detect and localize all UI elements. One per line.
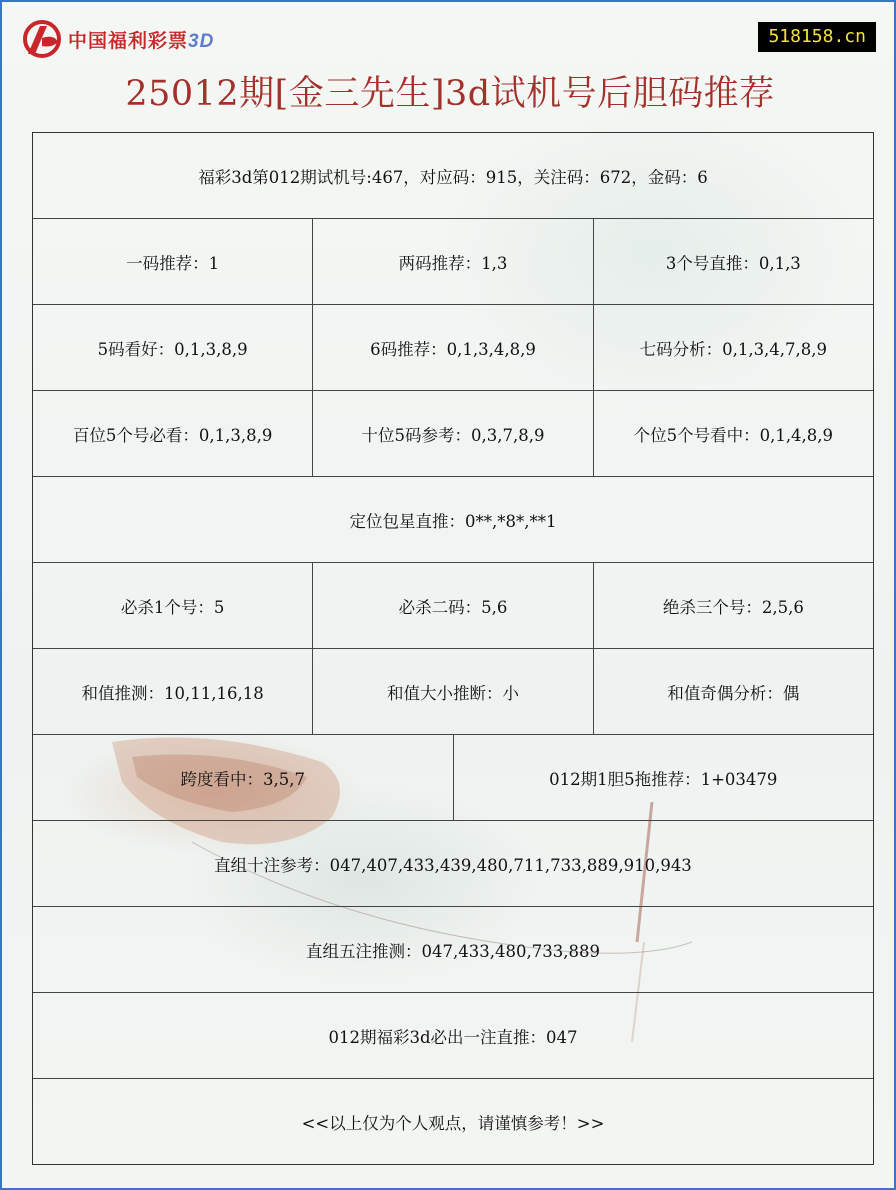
table-row [33, 821, 873, 907]
table-row [33, 563, 873, 649]
welfare-lottery-logo-icon [20, 20, 64, 58]
table-cell: 定位包星直推：0**,*8*,**1 [349, 511, 557, 531]
table-cell: 3个号直推：0,1,3 [665, 253, 801, 273]
table-row [33, 477, 873, 563]
table-cell: 012期1胆5拖推荐：1+03479 [549, 769, 778, 789]
table-cell: 两码推荐：1,3 [313, 219, 593, 304]
table-cell: 直组十注参考：047,407,433,439,480,711,733,889,910,943 [214, 855, 692, 875]
table-cell: 十位5码参考：0,3,7,8,9 [313, 391, 593, 476]
site-badge[interactable]: 518158.cn [758, 22, 876, 52]
table-cell: 绝杀三个号：2,5,6 [662, 597, 804, 617]
prediction-table [32, 132, 874, 1165]
table-cell: 和值大小推断：小 [313, 649, 593, 734]
table-cell: <<以上仅为个人观点，请谨慎参考！>> [301, 1113, 605, 1133]
logo-text: 中国福利彩票3D [68, 30, 215, 52]
table-cell: 5码看好：0,1,3,8,9 [33, 305, 313, 390]
table-cell: 012期福彩3d必出一注直推：047 [328, 1027, 578, 1047]
page-title: 25012期[金三先生]3d试机号后胆码推荐 [125, 74, 775, 114]
table-row [33, 219, 873, 305]
table-cell: 跨度看中：3,5,7 [33, 735, 454, 820]
table-cell: 和值奇偶分析：偶 [667, 683, 800, 703]
table-row [33, 305, 873, 391]
table-cell: 一码推荐：1 [33, 219, 313, 304]
table-row [33, 735, 873, 821]
table-row [33, 907, 873, 993]
table-cell: 个位5个号看中：0,1,4,8,9 [633, 425, 834, 445]
table-row [33, 1079, 873, 1164]
table-cell: 百位5个号必看：0,1,3,8,9 [33, 391, 313, 476]
table-row [33, 649, 873, 735]
table-cell: 和值推测：10,11,16,18 [33, 649, 313, 734]
table-cell: 必杀二码：5,6 [313, 563, 593, 648]
table-cell: 直组五注推测：047,433,480,733,889 [306, 941, 600, 961]
table-row [33, 993, 873, 1079]
table-row [33, 133, 873, 219]
table-cell: 七码分析：0,1,3,4,7,8,9 [639, 339, 828, 359]
table-row [33, 391, 873, 477]
table-cell: 福彩3d第012期试机号:467，对应码：915，关注码：672，金码：6 [198, 167, 708, 187]
table-cell: 必杀1个号：5 [33, 563, 313, 648]
lottery-logo [20, 20, 214, 58]
table-cell: 6码推荐：0,1,3,4,8,9 [313, 305, 593, 390]
